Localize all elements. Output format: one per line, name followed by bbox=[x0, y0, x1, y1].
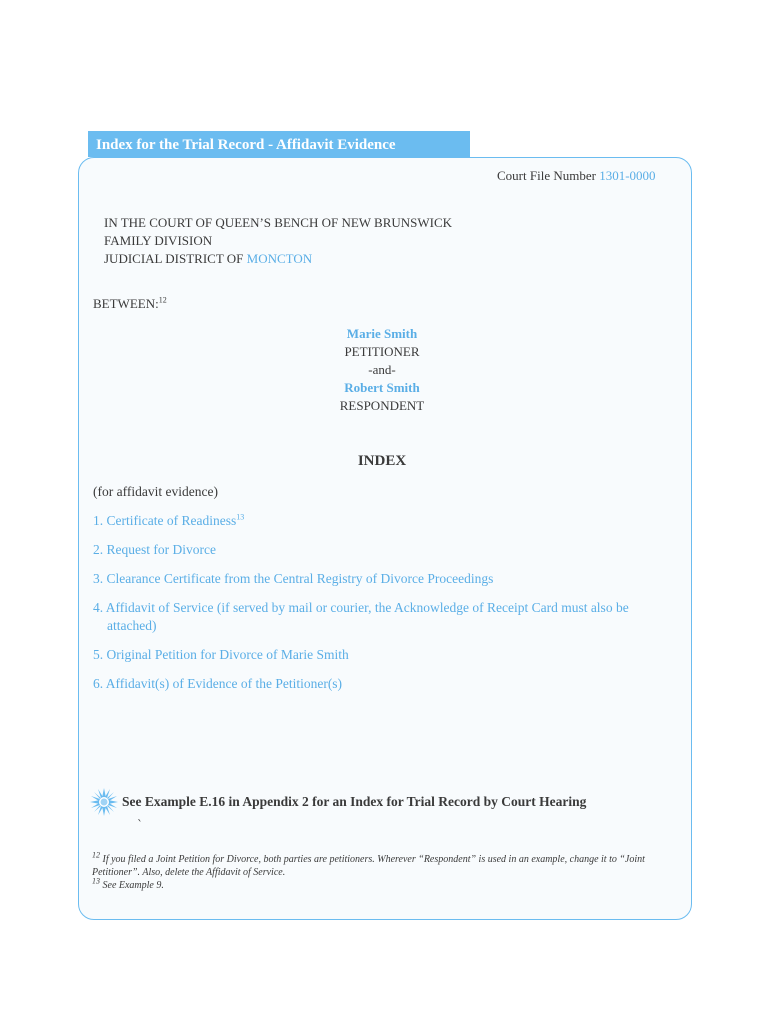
footnotes bbox=[92, 850, 682, 892]
stray-mark: ` bbox=[137, 818, 143, 832]
index-subtitle: (for affidavit evidence) bbox=[93, 484, 218, 499]
see-example-note bbox=[90, 788, 586, 816]
index-heading: INDEX bbox=[357, 453, 407, 469]
court-file-number bbox=[497, 168, 656, 184]
between-label bbox=[93, 296, 167, 312]
index-item: 5. Original Petition for Divorce of Marie Smith bbox=[93, 647, 349, 662]
parties-block bbox=[282, 325, 482, 415]
court-heading bbox=[104, 214, 452, 268]
respondent-name: Robert Smith bbox=[344, 380, 420, 395]
index-item: 3. Clearance Certificate from the Central Registry of Divorce Proceedings bbox=[93, 571, 494, 586]
court-line-1: IN THE COURT OF QUEEN’S BENCH OF NEW BRUNSWICK bbox=[104, 215, 453, 230]
district-name: MONCTON bbox=[246, 251, 313, 266]
footnote-ref-12: 12 bbox=[158, 295, 167, 305]
and-separator: -and- bbox=[368, 362, 396, 377]
footnote-ref-13: 13 bbox=[236, 512, 245, 522]
starburst-icon bbox=[90, 788, 118, 816]
respondent-label: RESPONDENT bbox=[339, 398, 425, 413]
petitioner-label: PETITIONER bbox=[344, 344, 420, 359]
petitioner-name: Marie Smith bbox=[346, 326, 418, 341]
index-item: 6. Affidavit(s) of Evidence of the Petitioner(s) bbox=[93, 676, 343, 691]
index-item: 2. Request for Divorce bbox=[93, 542, 216, 557]
court-file-value: 1301-0000 bbox=[599, 168, 656, 183]
index-list bbox=[93, 512, 673, 704]
between-text: BETWEEN: bbox=[93, 296, 159, 311]
court-line-2: FAMILY DIVISION bbox=[104, 233, 213, 248]
index-item: 4. Affidavit of Service (if served by mail or courier, the Acknowledge of Receipt Card must also be attached) bbox=[93, 600, 629, 633]
court-line-3 bbox=[104, 250, 452, 268]
index-item: 1. Certificate of Readiness$^{13}$ bbox=[93, 512, 245, 528]
page-title: Index for the Trial Record - Affidavit Evidence bbox=[88, 131, 470, 157]
district-prefix: JUDICIAL DISTRICT OF bbox=[104, 251, 244, 266]
footnote-13: $^{13}$ See Example 9. bbox=[92, 876, 164, 891]
court-file-label: Court File Number bbox=[497, 168, 596, 183]
footnote-12: $^{12}$ If you filed a Joint Petition for Divorce, both parties are petitioners. Wherever “Respondent” is used in an example, change it to “Joint Petitioner”. Also, delete the Affidavit of Service. bbox=[92, 850, 645, 878]
see-example-text: See Example E.16 in Appendix 2 for an Index for Trial Record by Court Hearing bbox=[122, 794, 587, 809]
